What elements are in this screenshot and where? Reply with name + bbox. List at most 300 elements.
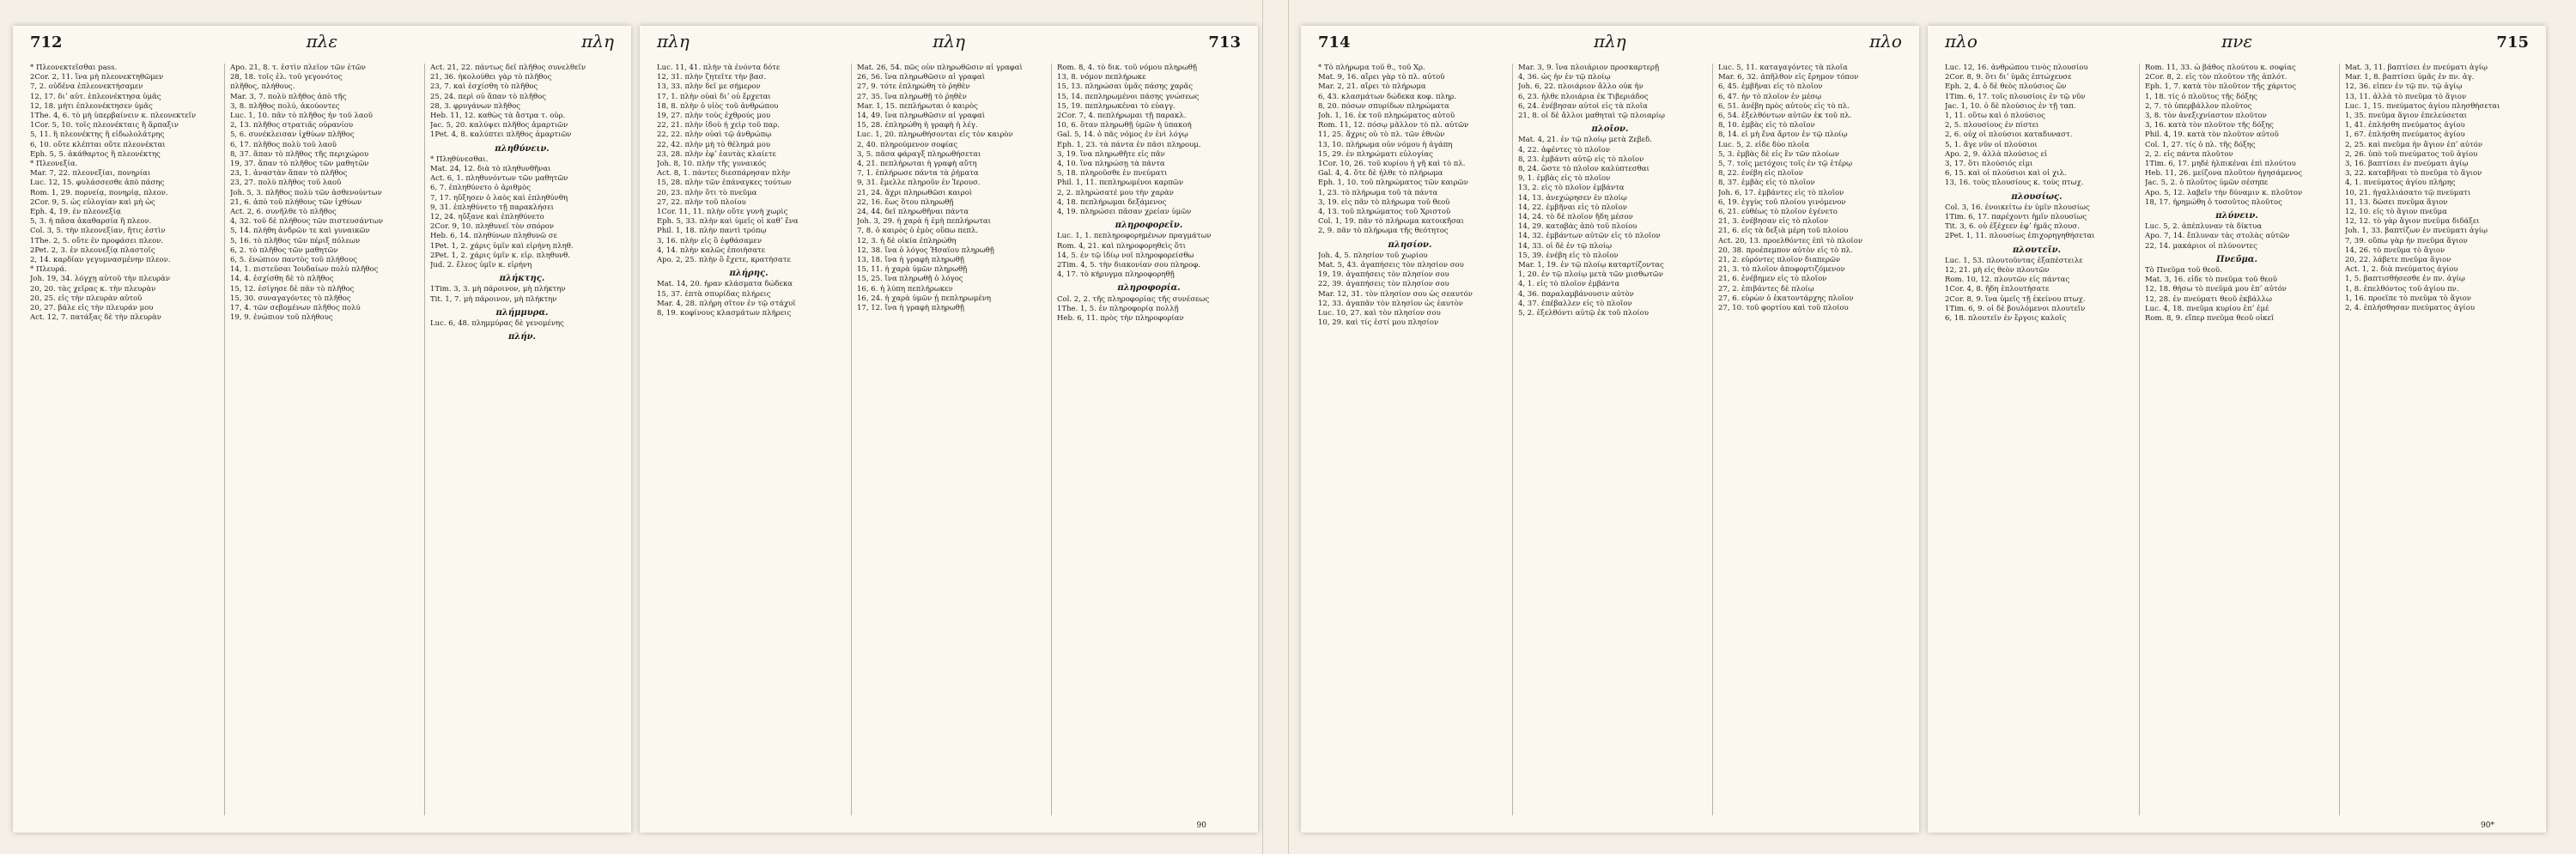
concordance-line: Rom. 11, 12. πόσῳ μᾶλλον τὸ πλ. αὐτῶν: [1318, 121, 1469, 130]
concordance-line: 1Tim. 6, 17. παρέχοντι ἡμῖν πλουσίως: [1945, 213, 2087, 222]
concordance-line: 8, 24. ὥστε τὸ πλοῖον καλύπτεσθαι: [1518, 165, 1649, 174]
concordance-line: Mar. 6, 32. ἀπῆλθον εἰς ἔρημον τόπον: [1718, 73, 1859, 82]
concordance-line: 21, 3. ἐνέβησαν εἰς τὸ πλοῖον: [1718, 217, 1829, 227]
concordance-line: 17, 1. πλὴν οὐαὶ διʼ οὗ ἔρχεται: [657, 92, 771, 101]
concordance-line: 2Cor. 8, 9. ὅτι διʼ ὑμᾶς ἐπτώχευσε: [1945, 73, 2072, 82]
concordance-line: 15, 28. ἐπληρώθη ἡ γραφὴ ἡ λέγ.: [857, 121, 978, 130]
concordance-line: Jac. 5, 2. ὁ πλοῦτος ὑμῶν σέσηπε: [2145, 179, 2269, 188]
concordance-line: 1Tim. 6, 17. τοῖς πλουσίοις ἐν τῷ νῦν: [1945, 92, 2086, 101]
column-3: [424, 64, 614, 815]
concordance-line: Rom. 1, 29. πορνείᾳ, πονηρίᾳ, πλεον.: [30, 188, 168, 197]
concordance-line: 19, 9. ἐνώπιον τοῦ πλήθους: [230, 313, 333, 323]
concordance-line: 27, 35. ἵνα πληρωθῇ τὸ ῥηθὲν: [857, 92, 967, 101]
concordance-line: 5, 11. ἢ πλεονέκτης ἢ εἰδωλολάτρης: [30, 130, 165, 140]
signature-mark: 90*: [2481, 821, 2494, 830]
concordance-line: Rom. 4, 21. καὶ πληροφορηθεὶς ὅτι: [1057, 241, 1186, 251]
concordance-line: 1The. 4, 6. τὸ μὴ ὑπερβαίνειν κ. πλεονεκτεῖν: [30, 112, 197, 121]
concordance-line: 8, 37. ἐμβὰς εἰς τὸ πλοῖον: [1718, 179, 1815, 188]
concordance-line: 2Cor. 2, 11. ἵνα μὴ πλεονεκτηθῶμεν: [30, 73, 164, 82]
concordance-line: Luc. 1, 10. πᾶν τὸ πλῆθος ἦν τοῦ λαοῦ: [230, 112, 373, 121]
page-715: [1928, 26, 2546, 833]
concordance-line: 6, 43. κλασμάτων δώδεκα κοφ. πληρ.: [1318, 92, 1456, 101]
concordance-line: Rom. 8, 9. εἴπερ πνεῦμα θεοῦ οἰκεῖ: [2145, 314, 2275, 324]
concordance-line: 23, 7. καὶ ἐσχίσθη τὸ πλῆθος: [430, 82, 538, 92]
concordance-line: Phil. 1, 11. πεπληρωμένοι καρπῶν: [1057, 179, 1184, 188]
concordance-line: 2, 5. πλουσίους ἐν πίστει: [1945, 121, 2039, 130]
concordance-line: 1, 35. πνεῦμα ἅγιον ἐπελεύσεται: [2345, 112, 2467, 121]
concordance-line: 3, 8. πλῆθος πολύ, ἀκούοντες: [230, 101, 340, 111]
concordance-line: 8, 14. εἰ μὴ ἕνα ἄρτον ἐν τῷ πλοίῳ: [1718, 130, 1848, 140]
concordance-line: 5, 16. τὸ πλῆθος τῶν πέριξ πόλεων: [230, 236, 361, 245]
concordance-line: 12, 18. μήτι ἐπλεονέκτησεν ὑμᾶς: [30, 101, 153, 111]
entry-headword: πλήν.: [507, 332, 537, 342]
guide-word-left: πλο: [1945, 31, 1978, 51]
concordance-line: 4, 1. εἰς τὸ πλοῖον ἐμβάντα: [1518, 280, 1620, 289]
concordance-line: 15, 39. ἐνέβη εἰς τὸ πλοῖον: [1518, 251, 1619, 260]
concordance-line: 21, 6. εἰς τὰ δεξιὰ μέρη τοῦ πλοίου: [1718, 227, 1849, 236]
concordance-line: Mat. 4, 21. ἐν τῷ πλοίῳ μετὰ Ζεβεδ.: [1518, 136, 1652, 145]
concordance-line: 16, 6. ἡ λύπη πεπλήρωκεν: [857, 284, 953, 294]
concordance-line: Luc. 1, 15. πνεύματος ἁγίου πλησθήσεται: [2345, 101, 2500, 111]
concordance-line: 2, 2. εἰς πάντα πλοῦτον: [2145, 149, 2233, 159]
concordance-line: 3, 16. πλὴν εἰς ὃ ἐφθάσαμεν: [657, 236, 762, 245]
concordance-line: 4, 13. τοῦ πληρώματος τοῦ Χριστοῦ: [1318, 208, 1451, 217]
concordance-line: * Πλευρά.: [30, 265, 67, 275]
concordance-line: 3, 19. εἰς πᾶν τὸ πλήρωμα τοῦ θεοῦ: [1318, 197, 1450, 207]
book-gutter-left: [1262, 0, 1263, 854]
concordance-line: πλῆθος, πλήθους.: [230, 82, 295, 92]
concordance-line: 15, 11. ἡ χαρὰ ὑμῶν πληρωθῇ: [857, 265, 968, 275]
concordance-line: 2, 6. οὐχ οἱ πλούσιοι καταδυναστ.: [1945, 130, 2073, 140]
concordance-line: Eph. 1, 7. κατὰ τὸν πλοῦτον τῆς χάριτος: [2145, 82, 2297, 92]
concordance-line: Gal. 5, 14. ὁ πᾶς νόμος ἐν ἑνὶ λόγῳ: [1057, 130, 1188, 140]
concordance-line: 1Pet. 4, 8. καλύπτει πλῆθος ἁμαρτιῶν: [430, 130, 572, 140]
signature-mark: 90: [1196, 821, 1206, 830]
concordance-line: 8, 10. ἐμβὰς εἰς τὸ πλοῖον: [1718, 121, 1815, 130]
concordance-line: 10, 6. ὅταν πληρωθῇ ὑμῶν ἡ ὑπακοή: [1057, 121, 1192, 130]
concordance-line: 20, 23. πλὴν ὅτι τὸ πνεῦμα: [657, 188, 757, 197]
book-gutter-right: [1288, 0, 1289, 854]
guide-word-left: πλη: [657, 31, 690, 51]
concordance-line: Joh. 8, 10. πλὴν τῆς γυναικός: [657, 160, 767, 169]
concordance-line: 21, 3. τὸ πλοῖον ἀποφορτιζόμενον: [1718, 265, 1845, 275]
concordance-line: 13, 11. ἀλλὰ τὸ πνεῦμα τὸ ἅγιον: [2345, 92, 2467, 101]
concordance-line: 13, 8. νόμον πεπλήρωκε: [1057, 73, 1146, 82]
concordance-line: 15, 12. ἐσίγησε δὲ πᾶν τὸ πλῆθος: [230, 284, 355, 294]
concordance-line: Col. 1, 27. τίς ὁ πλ. τῆς δόξης: [2145, 140, 2256, 149]
guide-word-right: πλη: [933, 31, 966, 51]
concordance-line: 9, 1. ἐμβὰς εἰς τὸ πλοῖον: [1518, 174, 1611, 184]
concordance-line: Luc. 5, 11. καταγαγόντες τὰ πλοῖα: [1718, 64, 1848, 72]
concordance-line: 3, 17. ὅτι πλούσιός εἰμι: [1945, 160, 2033, 169]
concordance-line: Mar. 1, 8. βαπτίσει ὑμᾶς ἐν πν. ἁγ.: [2345, 73, 2475, 82]
concordance-line: 21, 6. ἀπὸ τοῦ πλήθους τῶν ἰχθύων: [230, 197, 362, 207]
concordance-line: Eph. 2, 4. ὁ δὲ θεὸς πλούσιος ὢν: [1945, 82, 2067, 92]
entry-headword: πλουτεῖν.: [2012, 245, 2061, 255]
concordance-line: 21, 6. ἐνέβημεν εἰς τὸ πλοῖον: [1718, 275, 1827, 284]
concordance-line: 2, 26. ὑπὸ τοῦ πνεύματος τοῦ ἁγίου: [2345, 149, 2478, 159]
text-columns: [30, 64, 614, 815]
concordance-line: Joh. 1, 33. βαπτίζων ἐν πνεύματι ἁγίῳ: [2345, 227, 2488, 236]
concordance-line: 19, 37. ἅπαν τὸ πλῆθος τῶν μαθητῶν: [230, 160, 369, 169]
guide-word-left: πλη: [1593, 31, 1626, 51]
entry-headword: πλήκτης.: [499, 274, 545, 284]
concordance-line: Heb. 11, 26. μείζονα πλοῦτον ἡγησάμενος: [2145, 169, 2303, 179]
concordance-line: 12, 38. ἵνα ὁ λόγος Ἡσαΐου πληρωθῇ: [857, 245, 994, 255]
concordance-line: 20, 20. τὰς χεῖρας κ. τὴν πλευρὰν: [30, 284, 156, 294]
concordance-line: 16, 24. ἡ χαρὰ ὑμῶν ᾖ πεπληρωμένη: [857, 294, 992, 303]
concordance-line: 1The. 2, 5. οὔτε ἐν προφάσει πλεον.: [30, 236, 164, 245]
guide-word-right: πνε: [2221, 31, 2253, 51]
concordance-line: 3, 16. κατὰ τὸν πλοῦτον τῆς δόξης: [2145, 121, 2274, 130]
entry-headword: πληροφορία.: [1117, 283, 1181, 294]
concordance-line: 4, 10. ἵνα πληρώσῃ τὰ πάντα: [1057, 160, 1165, 169]
concordance-line: 1, 23. τὸ πλήρωμα τοῦ τὰ πάντα: [1318, 188, 1438, 197]
concordance-line: Gal. 4, 4. ὅτε δὲ ἦλθε τὸ πλήρωμα: [1318, 169, 1443, 179]
concordance-line: Apo. 2, 25. πλὴν ὃ ἔχετε, κρατήσατε: [657, 256, 791, 265]
concordance-line: 2, 9. πᾶν τὸ πλήρωμα τῆς θεότητος: [1318, 227, 1449, 236]
concordance-line: 6, 54. ἐξελθόντων αὐτῶν ἐκ τοῦ πλ.: [1718, 112, 1852, 121]
concordance-line: Luc. 1, 20. πληρωθήσονται εἰς τὸν καιρὸν: [857, 130, 1013, 140]
guide-word-left: πλε: [306, 31, 338, 51]
concordance-line: 19, 19. ἀγαπήσεις τὸν πλησίον σου: [1318, 270, 1449, 280]
column-2: [851, 64, 1041, 815]
concordance-line: 15, 25. ἵνα πληρωθῇ ὁ λόγος: [857, 275, 963, 284]
concordance-line: Col. 3, 5. τὴν πλεονεξίαν, ἥτις ἐστὶν: [30, 227, 166, 236]
entry-headword: πλύνειν.: [2215, 211, 2258, 221]
concordance-line: 17, 4. τῶν σεβομένων πλῆθος πολύ: [230, 304, 361, 313]
column-3: [1712, 64, 1902, 815]
concordance-line: 11, 25. ἄχρις οὗ τὸ πλ. τῶν ἐθνῶν: [1318, 130, 1445, 140]
concordance-line: 19, 27. πλὴν τοὺς ἐχθρούς μου: [657, 112, 771, 121]
concordance-line: 22, 16. ἕως ὅτου πληρωθῇ: [857, 197, 954, 207]
concordance-line: 1Pet. 1, 2. χάρις ὑμῖν καὶ εἰρήνη πληθ.: [430, 241, 574, 251]
concordance-line: 15, 30. συναγαγόντες τὸ πλῆθος: [230, 294, 351, 303]
concordance-line: 5, 3. ἡ πᾶσα ἀκαθαρσία ἢ πλεον.: [30, 217, 152, 227]
concordance-line: Mar. 4, 28. πλήρη σῖτον ἐν τῷ στάχυϊ: [657, 299, 796, 308]
concordance-line: 1, 41. ἐπλήσθη πνεύματος ἁγίου: [2345, 121, 2465, 130]
page-number: 714: [1318, 33, 1351, 51]
column-3: [2339, 64, 2529, 815]
concordance-line: Mar. 7, 22. πλεονεξίαι, πονηρίαι: [30, 169, 151, 179]
concordance-line: 20, 38. προέπεμπον αὐτὸν εἰς τὸ πλ.: [1718, 245, 1853, 255]
concordance-line: Joh. 6, 17. ἐμβάντες εἰς τὸ πλοῖον: [1718, 188, 1844, 197]
concordance-line: 4, 32. τοῦ δὲ πλήθους τῶν πιστευσάντων: [230, 217, 384, 227]
concordance-line: 1, 20. ἐν τῷ πλοίῳ μετὰ τῶν μισθωτῶν: [1518, 270, 1663, 280]
concordance-line: 8, 20. πόσων σπυρίδων πληρώματα: [1318, 101, 1449, 111]
concordance-line: 22, 21. πλὴν ἰδοὺ ἡ χεὶρ τοῦ παρ.: [657, 121, 780, 130]
concordance-line: Luc. 12, 16. ἀνθρώπου τινὸς πλουσίου: [1945, 64, 2088, 72]
concordance-line: Mat. 9, 16. αἴρει γὰρ τὸ πλ. αὐτοῦ: [1318, 73, 1445, 82]
concordance-line: 12, 31. πλὴν ζητεῖτε τὴν βασ.: [657, 73, 767, 82]
concordance-line: 4, 1. πνεύματος ἁγίου πλήρης: [2345, 179, 2456, 188]
concordance-line: 12, 36. εἶπεν ἐν τῷ πν. τῷ ἁγίῳ: [2345, 82, 2463, 92]
concordance-line: 13, 16. τοὺς πλουσίους κ. τοὺς πτωχ.: [1945, 179, 2084, 188]
concordance-line: 15, 19. πεπληρωκέναι τὸ εὐαγγ.: [1057, 101, 1176, 111]
concordance-line: 2Cor. 8, 9. ἵνα ὑμεῖς τῇ ἐκείνου πτωχ.: [1945, 294, 2086, 304]
concordance-line: Joh. 6, 22. πλοιάριον ἄλλο οὐκ ἦν: [1518, 82, 1643, 92]
concordance-line: Eph. 4, 19. ἐν πλεονεξίᾳ: [30, 208, 121, 217]
concordance-line: 23, 28. πλὴν ἐφʼ ἑαυτὰς κλαίετε: [657, 149, 776, 159]
concordance-line: Mat. 5, 43. ἀγαπήσεις τὸν πλησίον σου: [1318, 261, 1464, 270]
concordance-line: 6, 2. τὸ πλῆθος τῶν μαθητῶν: [230, 245, 338, 255]
concordance-line: 9, 31. ἔμελλε πληροῦν ἐν Ἱερουσ.: [857, 179, 981, 188]
concordance-line: 2Cor. 7, 4. πεπλήρωμαι τῇ παρακλ.: [1057, 112, 1187, 121]
concordance-line: 8, 23. ἐμβάντι αὐτῷ εἰς τὸ πλοῖον: [1518, 154, 1644, 164]
concordance-line: Act. 6, 1. πληθυνόντων τῶν μαθητῶν: [430, 174, 568, 184]
concordance-line: 21, 36. ἠκολούθει γὰρ τὸ πλῆθος: [430, 73, 552, 82]
concordance-line: 2Pet. 2, 3. ἐν πλεονεξίᾳ πλαστοῖς: [30, 245, 155, 255]
concordance-line: Heb. 6, 14. πληθύνων πληθυνῶ σε: [430, 232, 557, 241]
concordance-line: Tit. 3, 6. οὗ ἐξέχεεν ἐφʼ ἡμᾶς πλουσ.: [1945, 222, 2080, 232]
concordance-line: Apo. 2, 9. ἀλλὰ πλούσιος εἶ: [1945, 149, 2048, 159]
concordance-line: 5, 7. τοῖς μετόχοις τοῖς ἐν τῷ ἑτέρῳ: [1718, 160, 1853, 169]
concordance-line: 14, 33. οἱ δὲ ἐν τῷ πλοίῳ: [1518, 241, 1613, 251]
column-2: [1512, 64, 1702, 815]
concordance-line: 2, 4. ἐπλήσθησαν πνεύματος ἁγίου: [2345, 304, 2475, 313]
concordance-line: Act. 1, 2. διὰ πνεύματος ἁγίου: [2345, 265, 2458, 275]
concordance-line: 3, 8. τὸν ἀνεξιχνίαστον πλοῦτον: [2145, 112, 2267, 121]
concordance-line: 18, 17. ἠρημώθη ὁ τοσοῦτος πλοῦτος: [2145, 197, 2282, 207]
text-columns: [657, 64, 1241, 815]
page-number: 715: [2496, 33, 2529, 51]
concordance-line: 27, 6. εὑρὼν ὁ ἑκατοντάρχης πλοῖον: [1718, 294, 1854, 303]
concordance-line: 21, 24. ἄχρι πληρωθῶσι καιροὶ: [857, 188, 973, 197]
concordance-line: Mar. 1, 15. πεπλήρωται ὁ καιρὸς: [857, 101, 978, 111]
concordance-line: Τὸ Πνεῦμα τοῦ θεοῦ.: [2145, 266, 2222, 276]
concordance-line: 3, 22. καταβῆναι τὸ πνεῦμα τὸ ἅγιον: [2345, 169, 2482, 179]
concordance-line: 14, 49. ἵνα πληρωθῶσιν αἱ γραφαὶ: [857, 112, 986, 121]
concordance-line: 6, 47. ἦν τὸ πλοῖον ἐν μέσῳ: [1718, 92, 1822, 101]
concordance-line: 12, 24. ηὔξανε καὶ ἐπληθύνετο: [430, 213, 544, 222]
concordance-line: 14, 13. ἀνεχώρησεν ἐν πλοίῳ: [1518, 193, 1627, 203]
concordance-line: Act. 20, 13. προελθόντες ἐπὶ τὸ πλοῖον: [1718, 236, 1863, 245]
concordance-line: 10, 29. καὶ τίς ἐστί μου πλησίον: [1318, 318, 1439, 328]
concordance-line: 2, 2. πληρώσατέ μου τὴν χαρὰν: [1057, 188, 1174, 197]
concordance-line: 4, 21. πεπλήρωται ἡ γραφὴ αὕτη: [857, 160, 977, 169]
concordance-line: 27, 9. τότε ἐπληρώθη τὸ ῥηθὲν: [857, 82, 970, 92]
concordance-line: 13, 2. εἰς τὸ πλοῖον ἐμβάντα: [1518, 184, 1625, 193]
concordance-line: Mat. 24, 12. διὰ τὸ πληθυνθῆναι: [430, 165, 551, 174]
page-header: [1318, 31, 1902, 57]
concordance-line: 12, 17. διʼ αὐτ. ἐπλεονέκτησα ὑμᾶς: [30, 92, 161, 101]
concordance-line: 12, 12. τὸ γὰρ ἅγιον πνεῦμα διδάξει: [2345, 217, 2480, 227]
guide-word-right: πλο: [1869, 31, 1902, 51]
concordance-line: 8, 22. ἐνέβη εἰς πλοῖον: [1718, 169, 1803, 179]
page-712: [13, 26, 631, 833]
concordance-line: 1, 18. τίς ὁ πλοῦτος τῆς δόξης: [2145, 92, 2257, 101]
concordance-line: 2Tim. 4, 5. τὴν διακονίαν σου πληροφ.: [1057, 261, 1200, 270]
page-header: [657, 31, 1241, 57]
concordance-line: Rom. 8, 4. τὸ δικ. τοῦ νόμου πληρωθῇ: [1057, 64, 1197, 72]
concordance-line: 2Pet. 1, 11. πλουσίως ἐπιχορηγηθήσεται: [1945, 232, 2095, 241]
entry-headword: πλουσίως.: [2011, 191, 2063, 202]
concordance-line: Col. 3, 16. ἐνοικείτω ἐν ὑμῖν πλουσίως: [1945, 203, 2090, 212]
concordance-line: 6, 51. ἀνέβη πρὸς αὐτοὺς εἰς τὸ πλ.: [1718, 101, 1850, 111]
concordance-line: 2Cor. 8, 2. εἰς τὸν πλοῦτον τῆς ἁπλότ.: [2145, 73, 2287, 82]
concordance-line: Mar. 12, 31. τὸν πλησίον σου ὡς σεαυτόν: [1318, 289, 1473, 299]
concordance-line: Luc. 5, 2. ἀπέπλυναν τὰ δίκτυα: [2145, 222, 2263, 232]
concordance-line: Apo. 7, 14. ἔπλυναν τὰς στολὰς αὐτῶν: [2145, 232, 2290, 241]
concordance-line: 1Tim. 6, 9. οἱ δὲ βουλόμενοι πλουτεῖν: [1945, 304, 2086, 313]
concordance-line: Joh. 19, 34. λόγχῃ αὐτοῦ τὴν πλευρὰν: [30, 275, 171, 284]
text-columns: [1318, 64, 1902, 815]
concordance-line: 1Tim. 3, 3. μὴ πάροινον, μὴ πλήκτην: [430, 285, 566, 294]
concordance-line: Mat. 14, 20. ἦραν κλάσματα δώδεκα: [657, 280, 793, 289]
concordance-line: Jac. 1, 10. ὁ δὲ πλούσιος ἐν τῇ ταπ.: [1945, 101, 2076, 111]
concordance-line: 11, 13. δώσει πνεῦμα ἅγιον: [2345, 197, 2448, 207]
concordance-line: Luc. 12, 15. φυλάσσεσθε ἀπὸ πάσης: [30, 179, 165, 188]
concordance-line: 1The. 1, 5. ἐν πληροφορίᾳ πολλῇ: [1057, 304, 1179, 313]
concordance-line: 1Cor. 11, 11. πλὴν οὔτε γυνὴ χωρὶς: [657, 208, 788, 217]
concordance-line: 1Cor. 10, 26. τοῦ κυρίου ἡ γῆ καὶ τὸ πλ.: [1318, 160, 1466, 169]
concordance-line: Rom. 11, 33. ὦ βάθος πλούτου κ. σοφίας: [2145, 64, 2296, 72]
concordance-line: 7, 8. ὁ καιρὸς ὁ ἐμὸς οὔπω πεπλ.: [857, 227, 979, 236]
concordance-line: 6, 15. καὶ οἱ πλούσιοι καὶ οἱ χιλ.: [1945, 169, 2067, 179]
concordance-line: Mat. 3, 11. βαπτίσει ἐν πνεύματι ἁγίῳ: [2345, 64, 2488, 72]
guide-word-right: πλη: [581, 31, 614, 51]
concordance-line: 6, 21. εὐθέως τὸ πλοῖον ἐγένετο: [1718, 208, 1838, 217]
concordance-line: 10, 21. ἠγαλλιάσατο τῷ πνεύματι: [2345, 188, 2471, 197]
concordance-line: Joh. 4, 5. πλησίον τοῦ χωρίου: [1318, 251, 1428, 260]
concordance-line: Heb. 11, 12. καθὼς τὰ ἄστρα τ. οὐρ.: [430, 112, 566, 121]
concordance-line: 15, 37. ἑπτὰ σπυρίδας πλήρεις: [657, 289, 771, 299]
concordance-line: Mar. 1, 19. ἐν τῷ πλοίῳ καταρτίζοντας: [1518, 261, 1664, 270]
concordance-line: 3, 19. ἵνα πληρωθῆτε εἰς πᾶν: [1057, 149, 1165, 159]
concordance-line: 12, 21. μὴ εἰς θεὸν πλουτῶν: [1945, 266, 2050, 276]
concordance-line: 1Cor. 4, 8. ἤδη ἐπλουτήσατε: [1945, 285, 2050, 294]
concordance-line: 6, 23. ἦλθε πλοιάρια ἐκ Τιβεριάδος: [1518, 92, 1649, 101]
column-2: [224, 64, 414, 815]
concordance-line: 27, 10. τοῦ φορτίου καὶ τοῦ πλοίου: [1718, 304, 1849, 313]
page-714: [1301, 26, 1919, 833]
concordance-line: 1Tim. 6, 17. μηδὲ ἠλπικέναι ἐπὶ πλούτου: [2145, 160, 2296, 169]
concordance-line: 14, 24. τὸ δὲ πλοῖον ἤδη μέσον: [1518, 213, 1633, 222]
concordance-line: * Τὸ πλήρωμα τοῦ θ., τοῦ Χρ.: [1318, 64, 1425, 72]
concordance-line: 12, 33. ἀγαπᾶν τὸν πλησίον ὡς ἑαυτὸν: [1318, 299, 1463, 308]
column-1: [1318, 64, 1502, 815]
concordance-line: Mar. 3, 7. πολὺ πλῆθος ἀπὸ τῆς: [230, 92, 347, 101]
concordance-line: 9, 31. ἐπληθύνετο τῇ παρακλήσει: [430, 203, 554, 212]
concordance-line: 14, 26. τὸ πνεῦμα τὸ ἅγιον: [2345, 245, 2445, 255]
concordance-line: 20, 25. εἰς τὴν πλευρὰν αὐτοῦ: [30, 294, 143, 303]
concordance-line: Act. 8, 1. πάντες διεσπάρησαν πλὴν: [657, 169, 791, 179]
concordance-line: 12, 10. εἰς τὸ ἅγιον πνεῦμα: [2345, 208, 2447, 217]
concordance-line: 7, 17. ηὔξησεν ὁ λαὸς καὶ ἐπληθύνθη: [430, 193, 568, 203]
text-columns: [1945, 64, 2529, 815]
concordance-line: Heb. 6, 11. πρὸς τὴν πληροφορίαν: [1057, 314, 1184, 324]
concordance-line: 4, 36. παραλαμβάνουσιν αὐτὸν: [1518, 289, 1634, 299]
concordance-line: Joh. 3, 29. ἡ χαρὰ ἡ ἐμὴ πεπλήρωται: [857, 217, 991, 227]
concordance-line: 14, 29. καταβὰς ἀπὸ τοῦ πλοίου: [1518, 222, 1637, 232]
concordance-line: 1, 67. ἐπλήσθη πνεύματος ἁγίου: [2345, 130, 2465, 140]
concordance-line: Eph. 5, 33. πλὴν καὶ ὑμεῖς οἱ καθʼ ἕνα: [657, 217, 799, 227]
concordance-line: 22, 39. ἀγαπήσεις τὸν πλησίον σου: [1318, 280, 1449, 289]
concordance-line: 5, 3. ἐμβὰς δὲ εἰς ἓν τῶν πλοίων: [1718, 149, 1839, 159]
concordance-line: 6, 10. οὔτε κλέπται οὔτε πλεονέκται: [30, 140, 166, 149]
concordance-line: Jud. 2. ἔλεος ὑμῖν κ. εἰρήνη: [430, 261, 532, 270]
concordance-line: 4, 14. πλὴν καλῶς ἐποιήσατε: [657, 245, 766, 255]
entry-headword: πλήρης.: [729, 269, 769, 279]
concordance-line: 14, 1. πιστεῦσαι Ἰουδαίων πολὺ πλῆθος: [230, 265, 379, 275]
concordance-line: Luc. 10, 27. καὶ τὸν πλησίον σου: [1318, 309, 1441, 318]
concordance-line: 7, 39. οὔπω γὰρ ἦν πνεῦμα ἅγιον: [2345, 236, 2468, 245]
column-1: [1945, 64, 2129, 815]
page-713: [640, 26, 1258, 833]
concordance-line: 28, 18. τοῖς ἐλ. τοῦ γεγονότος: [230, 73, 343, 82]
concordance-line: Joh. 5, 3. πλῆθος πολὺ τῶν ἀσθενούντων: [230, 188, 382, 197]
concordance-line: 6, 45. ἐμβῆναι εἰς τὸ πλοῖον: [1718, 82, 1823, 92]
concordance-line: 4, 17. τὸ κήρυγμα πληροφορηθῇ: [1057, 270, 1175, 280]
entry-headword: πληθύνειν.: [495, 143, 550, 154]
concordance-line: 13, 33. πλὴν δεῖ με σήμερον: [657, 82, 761, 92]
concordance-line: Eph. 1, 10. τοῦ πληρώματος τῶν καιρῶν: [1318, 179, 1468, 188]
concordance-line: 23, 1. ἀναστὰν ἅπαν τὸ πλῆθος: [230, 169, 348, 179]
concordance-line: 14, 22. ἐμβῆναι εἰς τὸ πλοῖον: [1518, 203, 1627, 212]
concordance-line: Col. 1, 19. πᾶν τὸ πλήρωμα κατοικῆσαι: [1318, 217, 1464, 227]
concordance-line: 14, 5. ἐν τῷ ἰδίῳ νοῒ πληροφορείσθω: [1057, 251, 1194, 260]
page-header: [1945, 31, 2529, 57]
concordance-line: 1Cor. 5, 10. τοῖς πλεονέκταις ἢ ἅρπαξιν: [30, 121, 179, 130]
concordance-line: 8, 37. ἅπαν τὸ πλῆθος τῆς περιχώρου: [230, 149, 369, 159]
concordance-line: Luc. 11, 41. πλὴν τὰ ἐνόντα δότε: [657, 64, 781, 72]
concordance-line: 8, 19. κοφίνους κλασμάτων πλήρεις: [657, 309, 792, 318]
page-number: 713: [1208, 33, 1241, 51]
concordance-line: 4, 22. ἀφέντες τὸ πλοῖον: [1518, 145, 1611, 154]
concordance-line: 3, 16. βαπτίσει ἐν πνεύματι ἁγίῳ: [2345, 160, 2469, 169]
concordance-line: 20, 22. λάβετε πνεῦμα ἅγιον: [2345, 256, 2451, 265]
concordance-line: 5, 14. πλήθη ἀνδρῶν τε καὶ γυναικῶν: [230, 227, 370, 236]
concordance-line: Mar. 2, 21. αἴρει τὸ πλήρωμα: [1318, 82, 1426, 92]
concordance-line: 5, 18. πληροῦσθε ἐν πνεύματι: [1057, 169, 1168, 179]
concordance-line: 21, 2. εὑρόντες πλοῖον διαπερῶν: [1718, 256, 1841, 265]
concordance-line: 5, 2. ἐξελθόντι αὐτῷ ἐκ τοῦ πλοίου: [1518, 309, 1649, 318]
concordance-line: 5, 1. ἄγε νῦν οἱ πλούσιοι: [1945, 140, 2038, 149]
concordance-line: Mat. 3, 16. εἶδε τὸ πνεῦμα τοῦ θεοῦ: [2145, 276, 2277, 285]
concordance-line: 28, 3. φρυγάνων πλῆθος: [430, 101, 520, 111]
page-number: 712: [30, 33, 63, 51]
concordance-line: Tit. 1, 7. μὴ πάροινον, μὴ πλήκτην: [430, 294, 557, 304]
concordance-line: Rom. 10, 12. πλουτῶν εἰς πάντας: [1945, 276, 2070, 285]
concordance-line: 2Cor. 9, 10. πληθυνεῖ τὸν σπόρον: [430, 222, 555, 232]
column-3: [1051, 64, 1241, 815]
concordance-line: 6, 17. πλῆθος πολὺ τοῦ λαοῦ: [230, 140, 337, 149]
concordance-line: 4, 19. πληρώσει πᾶσαν χρείαν ὑμῶν: [1057, 208, 1192, 217]
concordance-line: * Πλεονεξία.: [30, 160, 78, 169]
concordance-line: 15, 28. πλὴν τῶν ἐπάναγκες τούτων: [657, 179, 792, 188]
concordance-line: * Πληθύνεσθαι.: [430, 154, 489, 164]
concordance-line: 13, 10. πλήρωμα οὖν νόμου ἡ ἀγάπη: [1318, 140, 1453, 149]
concordance-line: 21, 8. οἱ δὲ ἄλλοι μαθηταὶ τῷ πλοιαρίῳ: [1518, 112, 1665, 121]
concordance-line: 23, 27. πολὺ πλῆθος τοῦ λαοῦ: [230, 179, 342, 188]
concordance-line: 6, 7. ἐπληθύνετο ὁ ἀριθμὸς: [430, 184, 532, 193]
concordance-line: 7, 2. οὐδένα ἐπλεονεκτήσαμεν: [30, 82, 143, 92]
concordance-line: 3, 5. πᾶσα φάραγξ πληρωθήσεται: [857, 149, 981, 159]
concordance-line: 12, 28. ἐν πνεύματι θεοῦ ἐκβάλλω: [2145, 294, 2272, 304]
concordance-line: 24, 44. δεῖ πληρωθῆναι πάντα: [857, 208, 969, 217]
concordance-line: 4, 18. πεπλήρωμαι δεξάμενος: [1057, 197, 1167, 207]
concordance-line: Phil. 1, 18. πλὴν παντὶ τρόπῳ: [657, 227, 767, 236]
concordance-line: 25, 24. περὶ οὗ ἅπαν τὸ πλῆθος: [430, 92, 546, 101]
concordance-line: 27, 2. ἐπιβάντες δὲ πλοίῳ: [1718, 284, 1814, 294]
concordance-line: 14, 32. ἐμβάντων αὐτῶν εἰς τὸ πλοῖον: [1518, 232, 1661, 241]
concordance-line: Eph. 5, 5. ἀκάθαρτος ἢ πλεονέκτης: [30, 149, 161, 159]
concordance-line: Act. 21, 22. πάντως δεῖ πλῆθος συνελθεῖν: [430, 64, 586, 72]
concordance-line: * Πλεονεκτεῖσθαι pass.: [30, 64, 118, 72]
concordance-line: 2, 7. τὸ ὑπερβάλλον πλοῦτος: [2145, 101, 2252, 111]
entry-headword: πλοῖον.: [1591, 124, 1629, 135]
concordance-line: 1, 5. βαπτισθήσεσθε ἐν πν. ἁγίῳ: [2345, 275, 2465, 284]
